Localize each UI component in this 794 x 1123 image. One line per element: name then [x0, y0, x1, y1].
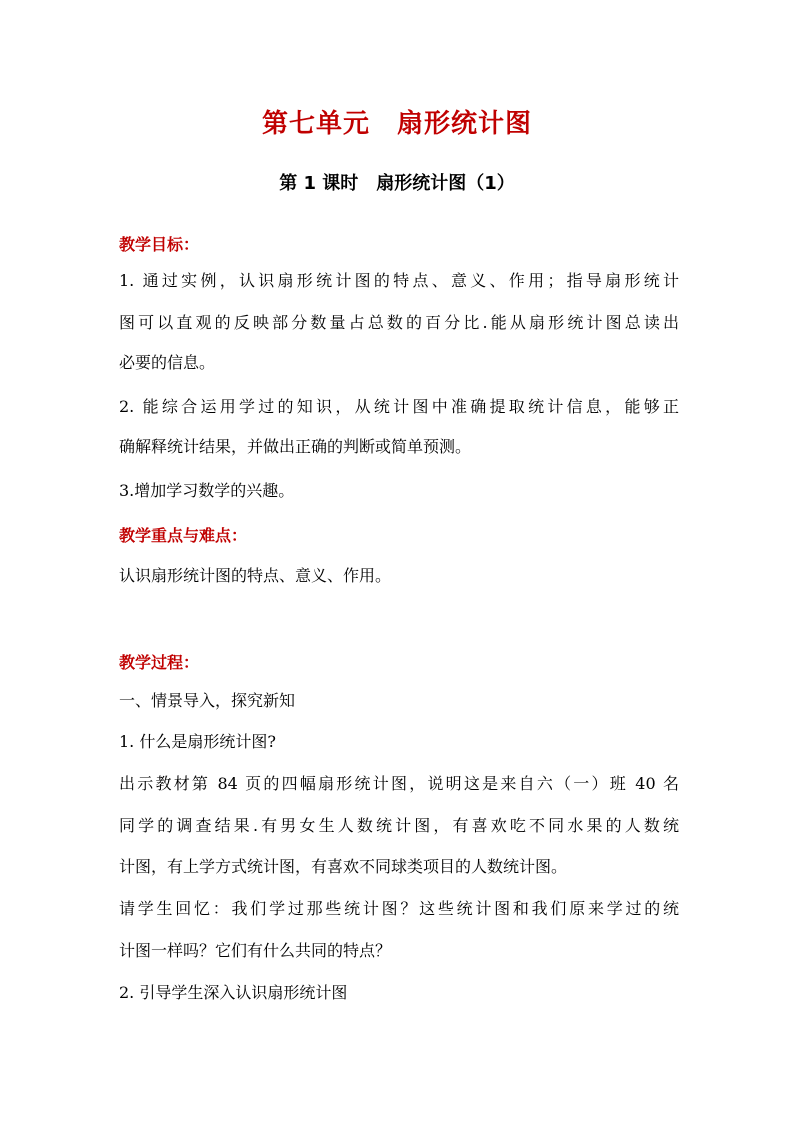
- key-points-line: 认识扇形统计图的特点、意义、作用。: [119, 566, 392, 585]
- objectives-line: 2. 能综合运用学过的知识，从统计图中准确提取统计信息，能够正: [119, 397, 679, 416]
- objectives-line: 必要的信息。: [119, 353, 216, 372]
- process-line: 计图一样吗？它们有什么共同的特点？: [119, 941, 392, 960]
- process-heading: 教学过程：: [119, 653, 200, 672]
- process-line: 请学生回忆：我们学过那些统计图？这些统计图和我们原来学过的统: [119, 899, 679, 918]
- page-title: 第七单元 扇形统计图: [261, 109, 532, 139]
- objectives-line: 1. 通过实例，认识扇形统计图的特点、意义、作用；指导扇形统计: [119, 271, 679, 290]
- objectives-line: 图可以直观的反映部分数量占总数的百分比.能从扇形统计图总读出: [119, 313, 679, 332]
- lesson-subtitle: 第 1 课时 扇形统计图（1）: [279, 173, 515, 194]
- process-line: 计图，有上学方式统计图，有喜欢不同球类项目的人数统计图。: [119, 857, 568, 876]
- objectives-line: 确解释统计结果，并做出正确的判断或简单预测。: [119, 437, 472, 456]
- key-points-heading: 教学重点与难点：: [119, 526, 248, 545]
- process-line: 出示教材第 84 页的四幅扇形统计图，说明这是来自六（一）班 40 名: [119, 774, 679, 793]
- objectives-heading: 教学目标：: [119, 235, 200, 254]
- objectives-line: 3.增加学习数学的兴趣。: [119, 481, 295, 500]
- process-line: 同学的调查结果.有男女生人数统计图，有喜欢吃不同水果的人数统: [119, 816, 679, 835]
- process-line: 一、情景导入，探究新知: [119, 691, 296, 710]
- process-line: 1. 什么是扇形统计图?: [119, 732, 276, 751]
- process-line: 2. 引导学生深入认识扇形统计图: [119, 983, 348, 1002]
